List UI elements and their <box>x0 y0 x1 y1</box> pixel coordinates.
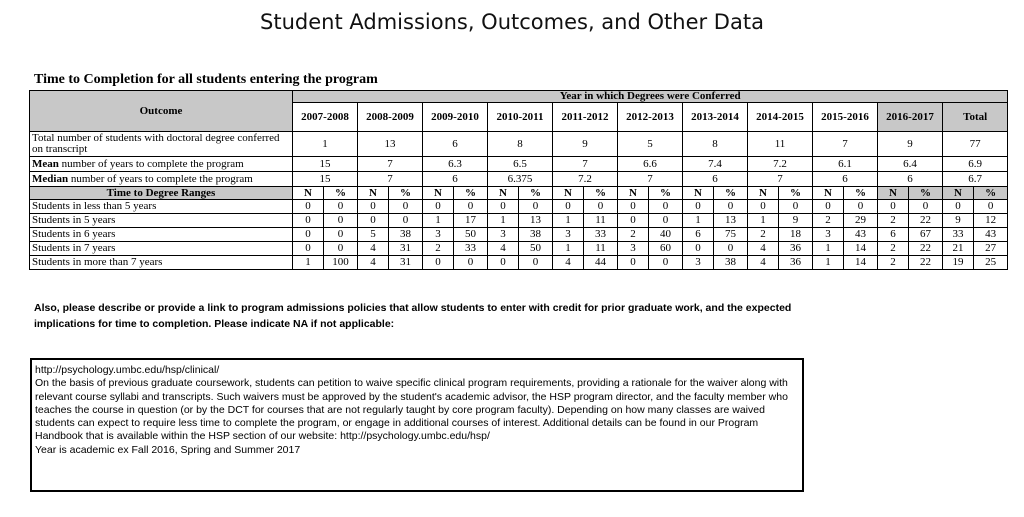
n-header: N <box>813 187 844 200</box>
table-cell: 22 <box>909 242 943 256</box>
table-cell: 0 <box>714 200 748 214</box>
table-cell: 0 <box>618 256 649 270</box>
table-cell: 1 <box>423 214 454 228</box>
table-cell: 0 <box>519 200 553 214</box>
table-cell: 13 <box>358 132 423 157</box>
table-cell: 27 <box>974 242 1008 256</box>
answer-paragraph: On the basis of previous graduate coursework, students can petition to waive specific clinical program requirements, providing a rationale for the waiver along with relevant course syllabi and transcripts. Such waivers must be approved by the student's academic advisor, the HSP program director, and the faculty member who teaches the course in question (or by the DCT for courses that are not regularly taught by core program faculty). Depending on how many classes are waived students can expect to require less time to complete the program, or engage in additional courses of interest. Additional details can be found in our Program Handbook that is available within the HSP section of our website: http://psychology.umbc.edu/hsp/ <box>35 377 788 443</box>
table-cell: 3 <box>488 228 519 242</box>
admissions-policy-question: Also, please describe or provide a link to program admissions policies that allow students to enter with credit for prior graduate work, and the expected implications for time to completion. Please indicate NA if not applicable: <box>34 302 792 330</box>
table-row <box>30 214 1008 228</box>
table-cell: 31 <box>389 256 423 270</box>
table-cell: 3 <box>683 256 714 270</box>
table-cell: 0 <box>649 214 683 228</box>
table-cell: 0 <box>683 242 714 256</box>
year-header: 2012-2013 <box>618 103 683 132</box>
table-cell: 0 <box>324 228 358 242</box>
admissions-policy-answer-box <box>30 358 804 492</box>
row-label <box>30 172 293 187</box>
table-cell: 0 <box>358 214 389 228</box>
table-cell: 15 <box>293 172 358 187</box>
table-cell: 2 <box>878 214 909 228</box>
table-cell: 3 <box>618 242 649 256</box>
table-cell: 0 <box>488 256 519 270</box>
table-cell: 0 <box>324 242 358 256</box>
table-cell: 13 <box>714 214 748 228</box>
year-header: 2013-2014 <box>683 103 748 132</box>
table-cell: 9 <box>553 132 618 157</box>
table-cell: 2 <box>423 242 454 256</box>
table-cell: 1 <box>748 214 779 228</box>
table-cell: 0 <box>488 200 519 214</box>
row-label: Students in less than 5 years <box>30 200 293 214</box>
table-cell: 25 <box>974 256 1008 270</box>
table-cell: 8 <box>683 132 748 157</box>
table-cell: 18 <box>779 228 813 242</box>
percent-header: % <box>324 187 358 200</box>
table-cell: 3 <box>423 228 454 242</box>
table-cell: 4 <box>358 242 389 256</box>
ranges-header-row <box>30 187 1008 200</box>
table-cell: 1 <box>553 214 584 228</box>
table-cell: 0 <box>423 256 454 270</box>
table-cell: 50 <box>454 228 488 242</box>
table-cell: 2 <box>878 256 909 270</box>
table-cell: 11 <box>584 214 618 228</box>
table-cell: 14 <box>844 256 878 270</box>
table-cell: 100 <box>324 256 358 270</box>
table-cell: 0 <box>909 200 943 214</box>
table-cell: 14 <box>844 242 878 256</box>
table-cell: 2 <box>618 228 649 242</box>
table-row <box>30 172 1008 187</box>
table-cell: 6.1 <box>813 157 878 172</box>
table-cell: 7.2 <box>553 172 618 187</box>
table-cell: 0 <box>683 200 714 214</box>
table-cell: 7 <box>813 132 878 157</box>
table-cell: 0 <box>974 200 1008 214</box>
table-cell: 0 <box>454 256 488 270</box>
table-cell: 0 <box>358 200 389 214</box>
table-cell: 6 <box>423 132 488 157</box>
table-cell: 1 <box>488 214 519 228</box>
percent-header: % <box>519 187 553 200</box>
table-cell: 6.5 <box>488 157 553 172</box>
table-cell: 4 <box>748 242 779 256</box>
n-header: N <box>618 187 649 200</box>
table-cell: 0 <box>519 256 553 270</box>
table-cell: 5 <box>358 228 389 242</box>
table-cell: 0 <box>878 200 909 214</box>
table-cell: 12 <box>974 214 1008 228</box>
table-cell: 6.3 <box>423 157 488 172</box>
table-cell: 7 <box>358 172 423 187</box>
table-row <box>30 242 1008 256</box>
row-label: Students in 6 years <box>30 228 293 242</box>
table-cell: 0 <box>553 200 584 214</box>
table-cell: 36 <box>779 256 813 270</box>
year-header: 2011-2012 <box>553 103 618 132</box>
table-cell: 40 <box>649 228 683 242</box>
year-header: 2009-2010 <box>423 103 488 132</box>
table-cell: 11 <box>748 132 813 157</box>
table-cell: 0 <box>454 200 488 214</box>
n-header: N <box>553 187 584 200</box>
year-header: 2010-2011 <box>488 103 553 132</box>
n-header: N <box>683 187 714 200</box>
table-cell: 6.4 <box>878 157 943 172</box>
table-cell: 3 <box>553 228 584 242</box>
table-cell: 5 <box>618 132 683 157</box>
table-cell: 6 <box>423 172 488 187</box>
table-cell: 11 <box>584 242 618 256</box>
table-cell: 0 <box>324 214 358 228</box>
table-cell: 0 <box>649 256 683 270</box>
table-cell: 77 <box>943 132 1008 157</box>
year-header: 2008-2009 <box>358 103 423 132</box>
time-to-completion-table <box>29 90 1008 270</box>
n-header: N <box>293 187 324 200</box>
n-header: N <box>943 187 974 200</box>
table-cell: 6 <box>683 172 748 187</box>
percent-header: % <box>649 187 683 200</box>
table-cell: 0 <box>943 200 974 214</box>
table-cell: 2 <box>878 242 909 256</box>
table-cell: 8 <box>488 132 553 157</box>
table-cell: 0 <box>748 200 779 214</box>
table-cell: 6.375 <box>488 172 553 187</box>
n-header: N <box>358 187 389 200</box>
year-header: 2007-2008 <box>293 103 358 132</box>
table-cell: 0 <box>813 200 844 214</box>
table-cell: 0 <box>293 242 324 256</box>
table-cell: 7.2 <box>748 157 813 172</box>
table-cell: 9 <box>779 214 813 228</box>
table-cell: 6.9 <box>943 157 1008 172</box>
year-header: 2016-2017 <box>878 103 943 132</box>
table-cell: 31 <box>389 242 423 256</box>
table-cell: 2 <box>748 228 779 242</box>
table-cell: 1 <box>553 242 584 256</box>
table-cell: 1 <box>683 214 714 228</box>
table-cell: 7.4 <box>683 157 748 172</box>
row-label: Students in 5 years <box>30 214 293 228</box>
n-header: N <box>488 187 519 200</box>
table-cell: 0 <box>779 200 813 214</box>
row-label-bold: Median <box>32 172 69 185</box>
table-cell: 22 <box>909 214 943 228</box>
table-cell: 15 <box>293 157 358 172</box>
table-cell: 7 <box>618 172 683 187</box>
table-cell: 0 <box>293 200 324 214</box>
n-header: N <box>878 187 909 200</box>
table-cell: 22 <box>909 256 943 270</box>
table-row <box>30 200 1008 214</box>
table-cell: 36 <box>779 242 813 256</box>
table-cell: 44 <box>584 256 618 270</box>
table-cell: 38 <box>714 256 748 270</box>
table-cell: 6 <box>683 228 714 242</box>
table-cell: 43 <box>974 228 1008 242</box>
n-header: N <box>423 187 454 200</box>
percent-header: % <box>779 187 813 200</box>
year-header: 2015-2016 <box>813 103 878 132</box>
percent-header: % <box>714 187 748 200</box>
table-cell: 21 <box>943 242 974 256</box>
table-cell: 0 <box>714 242 748 256</box>
table-cell: 0 <box>293 228 324 242</box>
table-cell: 6 <box>813 172 878 187</box>
percent-header: % <box>584 187 618 200</box>
table-cell: 67 <box>909 228 943 242</box>
table-cell: 60 <box>649 242 683 256</box>
percent-header: % <box>454 187 488 200</box>
answer-note: Year is academic ex Fall 2016, Spring and Summer 2017 <box>35 443 301 456</box>
table-cell: 7 <box>748 172 813 187</box>
row-label-bold: Mean <box>32 157 59 170</box>
percent-header: % <box>389 187 423 200</box>
year-group-header: Year in which Degrees were Conferred <box>293 91 1008 103</box>
table-cell: 7 <box>553 157 618 172</box>
table-cell: 38 <box>519 228 553 242</box>
table-row <box>30 256 1008 270</box>
percent-header: % <box>909 187 943 200</box>
page-title: Student Admissions, Outcomes, and Other Data <box>260 10 764 34</box>
row-label <box>30 157 293 172</box>
table-cell: 1 <box>293 132 358 157</box>
table-cell: 0 <box>324 200 358 214</box>
row-label: Students in 7 years <box>30 242 293 256</box>
table-cell: 6 <box>878 172 943 187</box>
year-header: 2014-2015 <box>748 103 813 132</box>
table-cell: 0 <box>423 200 454 214</box>
row-label-rest: number of years to complete the program <box>58 157 244 170</box>
table-cell: 1 <box>813 242 844 256</box>
table-cell: 33 <box>584 228 618 242</box>
percent-header: % <box>974 187 1008 200</box>
table-cell: 4 <box>748 256 779 270</box>
table-cell: 43 <box>844 228 878 242</box>
table-row <box>30 157 1008 172</box>
table-cell: 0 <box>844 200 878 214</box>
table-cell: 0 <box>584 200 618 214</box>
table-cell: 33 <box>943 228 974 242</box>
section-title: Time to Completion for all students entering the program <box>34 72 378 87</box>
table-cell: 7 <box>358 157 423 172</box>
table-cell: 0 <box>293 214 324 228</box>
table-cell: 50 <box>519 242 553 256</box>
row-label: Total number of students with doctoral degree conferred on transcript <box>30 132 293 157</box>
table-cell: 4 <box>488 242 519 256</box>
table-cell: 0 <box>618 214 649 228</box>
table-cell: 0 <box>389 200 423 214</box>
table-cell: 33 <box>454 242 488 256</box>
table-cell: 17 <box>454 214 488 228</box>
percent-header: % <box>844 187 878 200</box>
row-label: Students in more than 7 years <box>30 256 293 270</box>
table-cell: 1 <box>813 256 844 270</box>
table-cell: 13 <box>519 214 553 228</box>
table-header-row <box>30 91 1008 103</box>
table-cell: 0 <box>649 200 683 214</box>
table-cell: 2 <box>813 214 844 228</box>
n-header: N <box>748 187 779 200</box>
table-cell: 4 <box>358 256 389 270</box>
table-cell: 1 <box>293 256 324 270</box>
table-cell: 9 <box>878 132 943 157</box>
year-header: Total <box>943 103 1008 132</box>
row-label-rest: number of years to complete the program <box>68 172 253 185</box>
table-cell: 6.7 <box>943 172 1008 187</box>
answer-link: http://psychology.umbc.edu/hsp/clinical/ <box>35 364 220 376</box>
table-cell: 6.6 <box>618 157 683 172</box>
table-cell: 6 <box>878 228 909 242</box>
table-cell: 0 <box>389 214 423 228</box>
table-row <box>30 132 1008 157</box>
table-cell: 29 <box>844 214 878 228</box>
table-cell: 75 <box>714 228 748 242</box>
table-cell: 38 <box>389 228 423 242</box>
table-cell: 4 <box>553 256 584 270</box>
table-cell: 9 <box>943 214 974 228</box>
outcome-header: Outcome <box>30 91 293 132</box>
table-row <box>30 228 1008 242</box>
table-cell: 19 <box>943 256 974 270</box>
table-cell: 3 <box>813 228 844 242</box>
table-cell: 0 <box>618 200 649 214</box>
ranges-header: Time to Degree Ranges <box>30 187 293 200</box>
